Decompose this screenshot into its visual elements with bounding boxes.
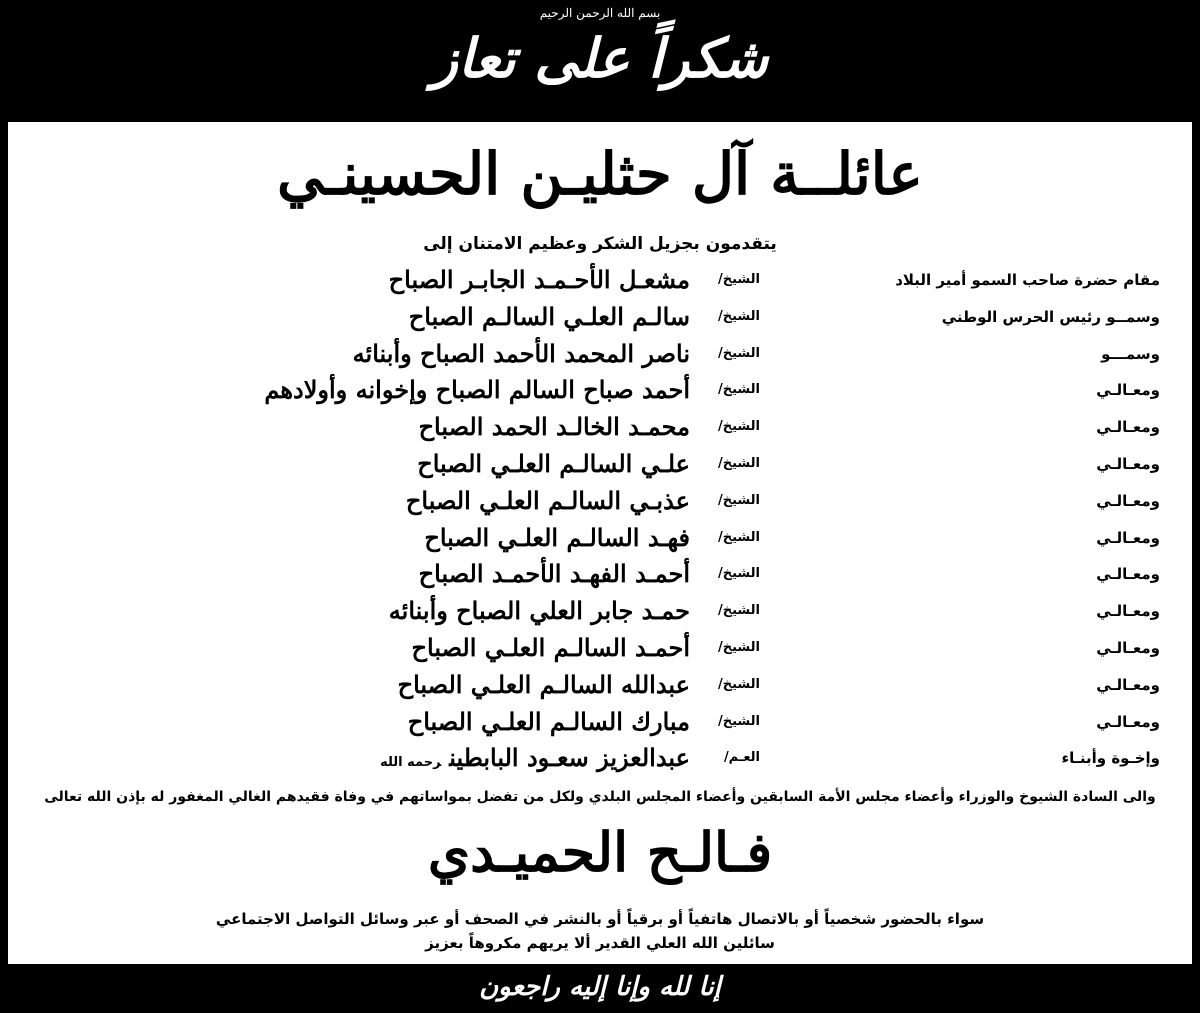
deceased-name: فـالـح الحميـدي	[427, 820, 773, 884]
recipient-title: وسمـــو	[1101, 344, 1160, 363]
recipient-title: ومعـالـي	[1096, 602, 1160, 621]
recipient-honorific: الشيخ/	[718, 382, 760, 398]
recipient-title: ومعـالـي	[1096, 638, 1160, 657]
recipient-row	[48, 372, 1160, 409]
recipient-name-text: فهـد السالـم العلـي الصباح	[424, 522, 690, 552]
recipient-row	[48, 704, 1160, 741]
recipient-name	[380, 740, 690, 782]
basmala-text: بسم الله الرحمن الرحيم	[539, 6, 661, 20]
recipient-name	[424, 520, 690, 557]
recipient-title: ومعـالـي	[1096, 454, 1160, 473]
recipient-honorific: الشيخ/	[718, 639, 760, 655]
recipient-honorific: العـم/	[723, 750, 760, 766]
recipient-honorific: الشيخ/	[718, 713, 760, 729]
recipient-row	[48, 446, 1160, 483]
recipient-title: ومعـالـي	[1096, 528, 1160, 547]
recipient-name-text: سالـم العلـي السالـم الصباح	[408, 301, 690, 331]
recipient-honorific: الشيخ/	[718, 676, 760, 692]
recipient-name-text: مشعـل الأحـمـد الجابـر الصباح	[388, 265, 690, 294]
recipient-row	[48, 556, 1160, 593]
recipient-name-text: محمـد الخالـد الحمد الصباح	[418, 412, 690, 442]
note-line-1: سواء بالحضور شخصياً أو بالاتصال هاتفياً أو برقياً أو بالنشر في الصحف أو عبر وسائل التواصل الاجتماعي	[215, 910, 985, 928]
recipient-honorific: الشيخ/	[718, 529, 760, 545]
recipient-row	[48, 262, 1160, 299]
recipient-name	[398, 667, 690, 704]
family-name: عائلــة آل حثليـن الحسينـي	[276, 140, 924, 208]
recipient-title: وإخـوة وأبنـاء	[1061, 749, 1160, 768]
recipient-name-text: عبدالعزيز سعـود البابطين	[449, 743, 690, 773]
recipient-name	[419, 556, 690, 593]
closing-text: والى السادة الشيوخ والوزراء وأعضاء مجلس الأمة السابقين وأعضاء المجلس البلدي ولكل من تفضل بمواساتهم في وفاة فقيدهم الغالي المغفور له بإذن الله تعالى	[44, 789, 1156, 805]
recipient-name-text: ناصر المحمد الأحمد الصباح وأبنائه	[352, 338, 690, 368]
recipient-title: ومعـالـي	[1096, 381, 1160, 400]
recipient-row	[48, 740, 1160, 777]
recipient-name-text: أحمد صباح السالم الصباح وإخوانه وأولادهم	[264, 375, 690, 405]
recipient-row	[48, 409, 1160, 446]
recipient-name-text: عبدالله السالـم العلـي الصباح	[397, 669, 690, 699]
recipient-name	[389, 262, 690, 299]
recipient-title: ومعـالـي	[1096, 565, 1160, 584]
footer-verse: إنا لله وإنا إليه راجعون	[479, 972, 721, 1002]
recipient-title: ومعـالـي	[1096, 491, 1160, 510]
recipient-honorific: الشيخ/	[718, 419, 760, 435]
recipients-list	[48, 262, 1160, 777]
intro-text: يتقدمون بجزيل الشكر وعظيم الامتنان إلى	[423, 234, 777, 254]
recipient-name	[389, 593, 690, 630]
recipient-row	[48, 630, 1160, 667]
recipient-name-text: أحمـد الفهـد الأحمـد الصباح	[418, 559, 690, 589]
recipient-honorific: الشيخ/	[718, 455, 760, 471]
recipient-name	[419, 409, 690, 446]
recipient-name	[412, 630, 690, 667]
recipient-name-text: مبارك السالـم العلـي الصباح	[407, 706, 690, 736]
recipient-row	[48, 520, 1160, 557]
recipient-row	[48, 667, 1160, 704]
header-title: شكراً على تعاز	[431, 26, 769, 90]
recipient-name	[408, 704, 690, 741]
recipient-name	[406, 483, 690, 520]
recipient-name	[409, 299, 690, 336]
recipient-title: ومعـالـي	[1096, 675, 1160, 694]
recipient-name	[264, 372, 690, 409]
recipient-row	[48, 336, 1160, 373]
recipient-honorific: الشيخ/	[718, 603, 760, 619]
recipient-honorific: الشيخ/	[718, 272, 760, 287]
recipient-name-text: حمـد جابر العلي الصباح وأبنائه	[388, 596, 690, 626]
recipient-title: ومعـالـي	[1096, 418, 1160, 437]
recipient-honorific: الشيخ/	[718, 345, 760, 361]
recipient-name-text: علـي السالـم العلـي الصباح	[417, 448, 690, 478]
recipient-row	[48, 299, 1160, 336]
recipient-honorific: الشيخ/	[718, 492, 760, 508]
recipient-honorific: الشيخ/	[718, 308, 760, 324]
recipient-name	[353, 336, 690, 373]
note-line-2: سائلين الله العلي القدير ألا يريهم مكروهاً بعزيز	[425, 934, 775, 952]
recipient-name-text: عذبـي السالـم العلـي الصباح	[405, 485, 690, 515]
recipient-honorific: الشيخ/	[718, 566, 760, 582]
recipient-row	[48, 483, 1160, 520]
recipient-title: وسمــو رئيس الحرس الوطني	[941, 307, 1160, 326]
recipient-suffix: رحمه الله	[380, 755, 442, 771]
notice-sheet	[8, 122, 1192, 964]
recipient-title: ومعـالـي	[1096, 712, 1160, 731]
recipient-title: مقام حضرة صاحب السمو أمير البلاد	[895, 271, 1160, 289]
recipient-name	[417, 446, 690, 483]
recipient-row	[48, 593, 1160, 630]
header-banner	[0, 0, 1200, 120]
recipient-name-text: أحمـد السالـم العلـي الصباح	[411, 632, 690, 662]
